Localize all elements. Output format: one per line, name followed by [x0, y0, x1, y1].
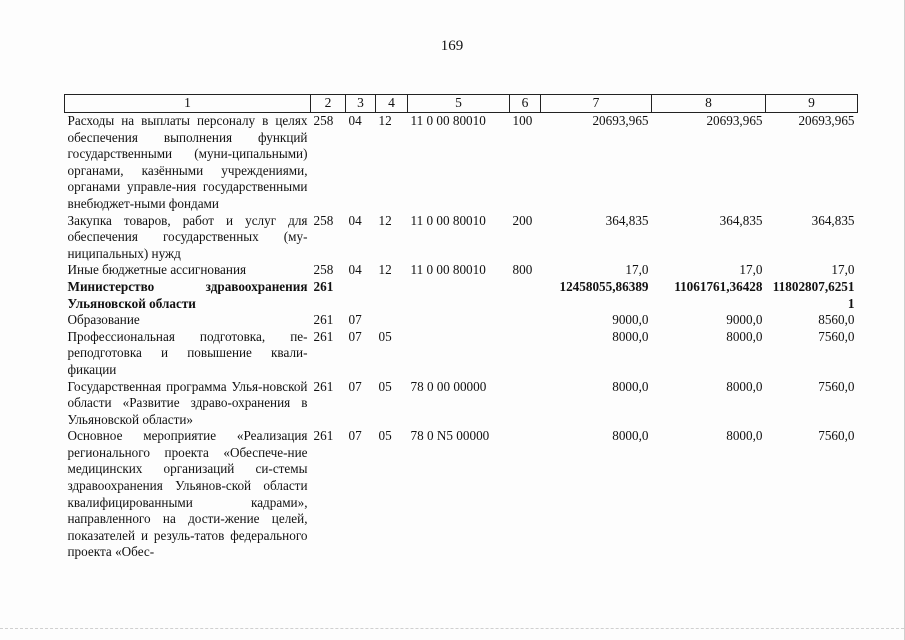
page-number: 169: [440, 38, 464, 54]
header-cell: 1: [65, 95, 311, 113]
row-value-col7: 8000,0: [612, 428, 649, 444]
table-row: [65, 262, 858, 279]
table-row: [65, 329, 858, 379]
row-value-col8: 20693,965: [706, 113, 763, 128]
row-code-section: [346, 279, 376, 312]
row-code-target: 78 0 N5 00000: [410, 428, 490, 444]
row-code-type: [510, 279, 541, 312]
row-value-col9: 11802807,6251 1: [772, 278, 855, 311]
scan-edge: [0, 628, 904, 630]
row-code-section: 07: [348, 428, 362, 444]
row-value-col9: 8560,0: [818, 312, 855, 328]
row-code-subsection: [376, 279, 408, 312]
row-value-col7: 17,0: [625, 262, 649, 278]
row-code-target: 78 0 00 00000: [410, 378, 487, 394]
row-code-section: 04: [348, 212, 362, 228]
row-value-col8: 8000,0: [726, 328, 763, 344]
row-code-section: 04: [348, 113, 362, 128]
header-cell: 9: [766, 95, 858, 113]
row-code-subsection: 12: [378, 212, 392, 228]
row-value-col7: 9000,0: [612, 312, 649, 328]
row-code-admin: 261: [313, 312, 334, 328]
row-name: Министерство здравоохранения Ульяновской области: [67, 278, 308, 311]
row-code-subsection: 05: [378, 328, 392, 344]
row-value-col7: 20693,965: [592, 113, 649, 128]
row-name: Основное мероприятие «Реализация регионального проекта «Обеспече-ние медицинских организаций си-стемы здравоохранения Ульянов-ской области квалифицированными кадрами», направленного на дости-жение целей, показателей и резуль-татов федерального проекта «Обес-: [67, 428, 308, 560]
row-code-admin: 261: [313, 428, 334, 444]
table-row: [65, 279, 858, 312]
row-value-col7: 8000,0: [612, 378, 649, 394]
row-value-col9: 17,0: [831, 262, 855, 278]
row-value-col9: 7560,0: [818, 428, 855, 444]
row-code-type: 100: [512, 113, 533, 128]
budget-table: [64, 94, 858, 561]
header-row: [65, 95, 858, 113]
row-code-section: 04: [348, 262, 362, 278]
header-cell: 7: [541, 95, 652, 113]
row-code-target: [408, 279, 510, 312]
table-row: [65, 113, 858, 213]
row-code-subsection: 05: [378, 378, 392, 394]
header-cell: 8: [652, 95, 766, 113]
row-value-col9: 7560,0: [818, 328, 855, 344]
row-code-subsection: 12: [378, 113, 392, 128]
table-row: [65, 379, 858, 429]
row-value-col8: 9000,0: [726, 312, 763, 328]
row-value-col8: 17,0: [739, 262, 763, 278]
row-code-section: 07: [348, 328, 362, 344]
row-value-col7: 12458055,86389: [559, 278, 649, 294]
row-code-section: 07: [348, 378, 362, 394]
header-cell: 5: [408, 95, 510, 113]
row-code-admin: 261: [313, 278, 334, 294]
row-name: Государственная программа Улья-новской области «Развитие здраво-охранения в Ульяновской области»: [67, 378, 308, 427]
row-code-type: [510, 379, 541, 429]
row-value-col7: 8000,0: [612, 328, 649, 344]
row-code-target: [408, 312, 510, 329]
row-name: Закупка товаров, работ и услуг для обеспечения государственных (му-ниципальных) нужд: [67, 212, 308, 261]
row-code-subsection: [376, 312, 408, 329]
table-row: [65, 428, 858, 561]
row-code-type: 200: [512, 212, 533, 228]
row-code-admin: 258: [313, 113, 334, 128]
row-value-col9: 7560,0: [818, 378, 855, 394]
row-value-col8: 364,835: [719, 212, 763, 228]
header-cell: 2: [311, 95, 346, 113]
row-value-col8: 8000,0: [726, 428, 763, 444]
row-code-admin: 261: [313, 328, 334, 344]
row-code-target: [408, 329, 510, 379]
row-name: Иные бюджетные ассигнования: [67, 262, 247, 278]
table-row: [65, 213, 858, 263]
row-code-target: 11 0 00 80010: [410, 113, 486, 128]
row-code-type: [510, 428, 541, 561]
header-cell: 3: [346, 95, 376, 113]
row-value-col8: 11061761,36428: [674, 278, 763, 294]
row-code-subsection: 12: [378, 262, 392, 278]
row-name: Профессиональная подготовка, пе-реподготовка и повышение квали-фикации: [67, 328, 308, 377]
header-cell: 6: [510, 95, 541, 113]
row-name: Образование: [67, 312, 140, 328]
row-value-col9: 364,835: [811, 212, 855, 228]
header-cell: 4: [376, 95, 408, 113]
row-code-admin: 258: [313, 262, 334, 278]
row-value-col7: 364,835: [605, 212, 649, 228]
row-name: Расходы на выплаты персоналу в целях обеспечения выполнения функций государственными (муни-ципальными) органами, казёнными учреждениями, органами управле-ния государственными внебюджет-ными фондами: [67, 113, 308, 211]
row-code-admin: 261: [313, 378, 334, 394]
row-code-type: 800: [512, 262, 533, 278]
row-value-col8: 8000,0: [726, 378, 763, 394]
row-code-section: 07: [348, 312, 362, 328]
row-value-col9: 20693,965: [798, 113, 855, 128]
row-code-subsection: 05: [378, 428, 392, 444]
row-code-target: 11 0 00 80010: [410, 262, 486, 278]
row-code-admin: 258: [313, 212, 334, 228]
row-code-type: [510, 312, 541, 329]
row-code-type: [510, 329, 541, 379]
table-row: [65, 312, 858, 329]
row-code-target: 11 0 00 80010: [410, 212, 486, 228]
